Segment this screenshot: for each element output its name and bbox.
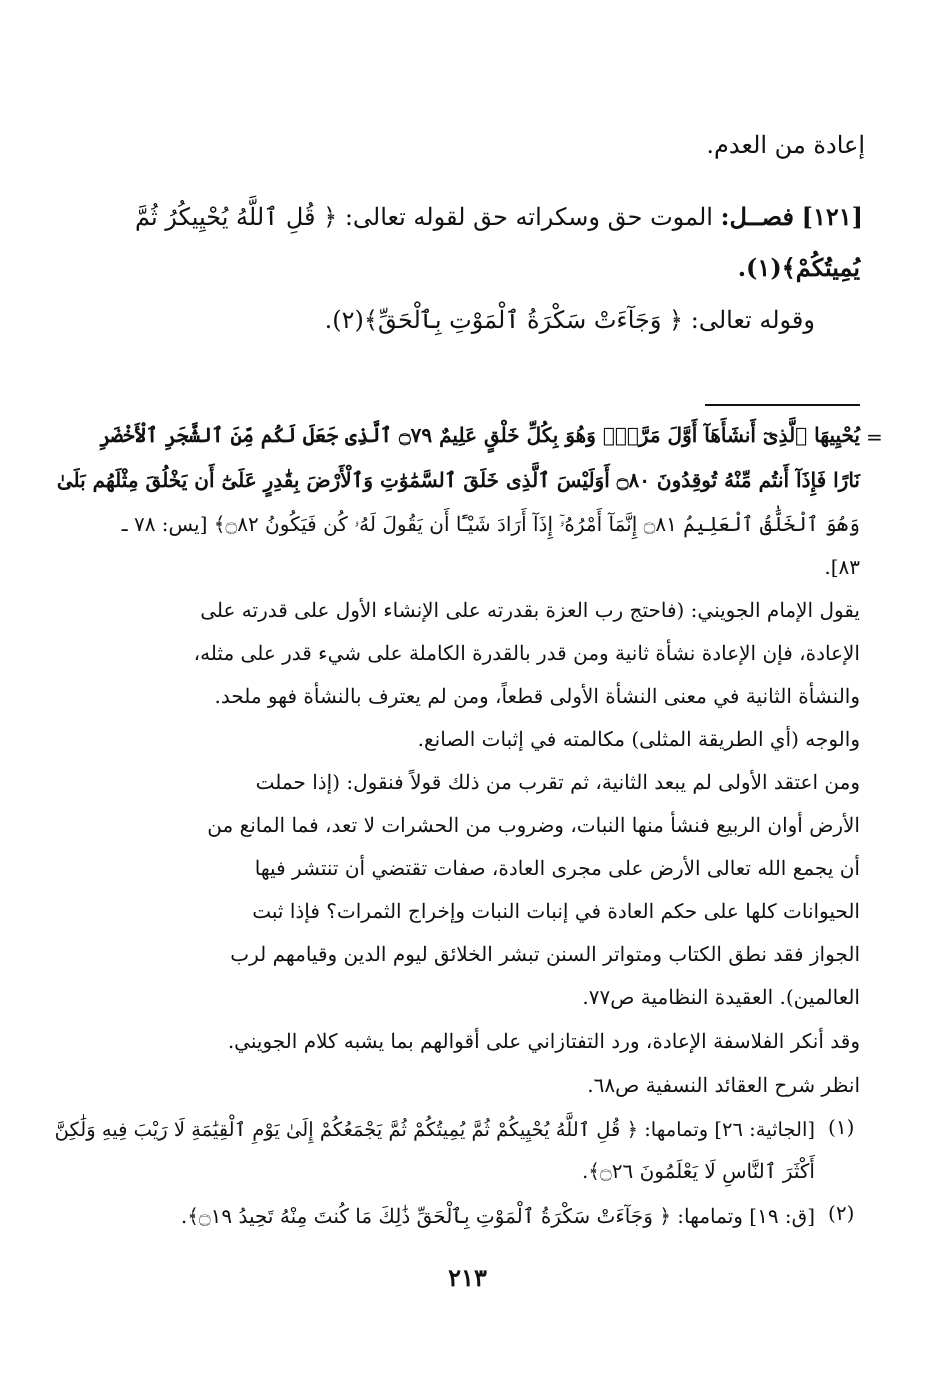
note-line-4: والوجه (أي الطريقة المثلى) مكالمته في إثبات الصانع.	[417, 727, 860, 751]
note-line-12: انظر شرح العقائد النسفية ص٦٨.	[587, 1073, 860, 1097]
footnote-1-number: (١)	[828, 1115, 855, 1139]
footnote-1-line-1: [الجاثية: ٢٦] وتمامها: ﴿ قُلِ ٱللَّهُ يُحْيِيكُمْ ثُمَّ يُمِيتُكُمْ ثُمَّ يَجْمَعُكُمْ إِلَىٰ يَوْمِ ٱلْقِيَٰمَةِ لَا رَيْبَ فِيهِ وَلَٰكِنَّ	[54, 1118, 815, 1141]
section-heading-line	[135, 202, 863, 232]
section-text: الموت حق وسكراته حق لقوله تعالى: ﴿ قُلِ ٱللَّهُ يُحْيِيكُرُ ثُمَّ	[134, 203, 713, 231]
section-number: [١٢١]	[801, 202, 863, 231]
section-word: فصــل:	[720, 202, 794, 231]
footnote-1-line-2: أَكْثَرَ ٱلنَّاسِ لَا يَعْلَمُونَ ۝٢٦﴾.	[581, 1159, 815, 1183]
note-line-10: العالمين). العقيدة النظامية ص٧٧.	[582, 985, 860, 1009]
main-line-4: وقوله تعالى: ﴿ وَجَآءَتْ سَكْرَةُ ٱلْمَوْتِ بِٱلْحَقِّ﴾(٢).	[324, 306, 815, 334]
note-line-11: وقد أنكر الفلاسفة الإعادة، ورد التفتازاني على أقوالهم بما يشبه كلام الجويني.	[227, 1029, 860, 1053]
note-line-6: الأرض أوان الربيع فنشأ منها النبات، وضروب من الحشرات لا تعد، فما المانع من	[207, 813, 860, 837]
note-line-3: والنشأة الثانية في معنى النشأة الأولى قطعاً، ومن لم يعترف بالنشأة فهو ملحد.	[214, 684, 860, 708]
main-line-3: يُمِيتُكُمْ﴾(١).	[737, 253, 860, 282]
footnote-2-line-1: [ق: ١٩] وتمامها: ﴿ وَجَآءَتْ سَكْرَةُ ٱلْمَوْتِ بِٱلْحَقِّ ذَٰلِكَ مَا كُنتَ مِنْهُ تَحِيدُ ۝١٩﴾.	[180, 1204, 815, 1228]
note-line-1: يقول الإمام الجويني: (فاحتج رب العزة بقدرته على الإنشاء الأول على قدرته على	[200, 598, 860, 622]
note-line-7: أن يجمع الله تعالى الأرض على مجرى العادة، صفات تقتضي أن تنتشر فيها	[254, 856, 860, 880]
continuation-line-2: نَارًا فَإِذَآ أَنتُم مِّنْهُ تُوقِدُونَ ۝٨٠ أَوَلَيْسَ ٱلَّذِى خَلَقَ ٱلسَّمَٰوَٰتِ وَٱلْأَرْضَ بِقَٰدِرٍ عَلَىٰٓ أَن يَخْلُقَ مِثْلَهُم بَلَىٰ	[56, 468, 860, 492]
continuation-line-1: يُحْيِيهَا ٱلَّذِىٓ أَنشَأَهَآ أَوَّلَ مَرَّةٍۢ وَهُوَ بِكُلِّ خَلْقٍ عَلِيمٌ ۝٧٩ ٱلَّذِى جَعَلَ لَكُم مِّنَ ٱلشَّجَرِ ٱلْأَخْضَرِ	[99, 423, 860, 447]
note-line-5: ومن اعتقد الأولى لم يبعد الثانية، ثم تقرب من ذلك قولاً فنقول: (إذا حملت	[255, 770, 860, 794]
footnote-divider	[705, 404, 860, 406]
note-line-8: الحيوانات كلها على حكم العادة في إنبات النبات وإخراج الثمرات؟ فإذا ثبت	[252, 899, 860, 923]
continuation-line-4: ٨٣].	[824, 555, 860, 579]
page-number: ٢١٣	[448, 1263, 487, 1292]
note-line-2: الإعادة، فإن الإعادة نشأة ثانية ومن قدر بالقدرة الكاملة على شيء قدر على مثله،	[193, 641, 860, 665]
main-line-1: إعادة من العدم.	[706, 131, 865, 159]
footnote-2-number: (٢)	[828, 1201, 855, 1225]
continuation-line-3: وَهُوَ ٱلْخَلَّٰقُ ٱلْعَلِيمُ ۝٨١ إِنَّمَآ أَمْرُهُۥٓ إِذَآ أَرَادَ شَيْـًٔا أَن يَقُولَ لَهُۥ كُن فَيَكُونُ ۝٨٢﴾ [يس: ٧٨ ـ	[121, 512, 860, 536]
continuation-marker: =	[866, 425, 883, 449]
note-line-9: الجواز فقد نطق الكتاب ومتواتر السنن تبشر الخلائق ليوم الدين وقيامهم لرب	[230, 942, 860, 966]
